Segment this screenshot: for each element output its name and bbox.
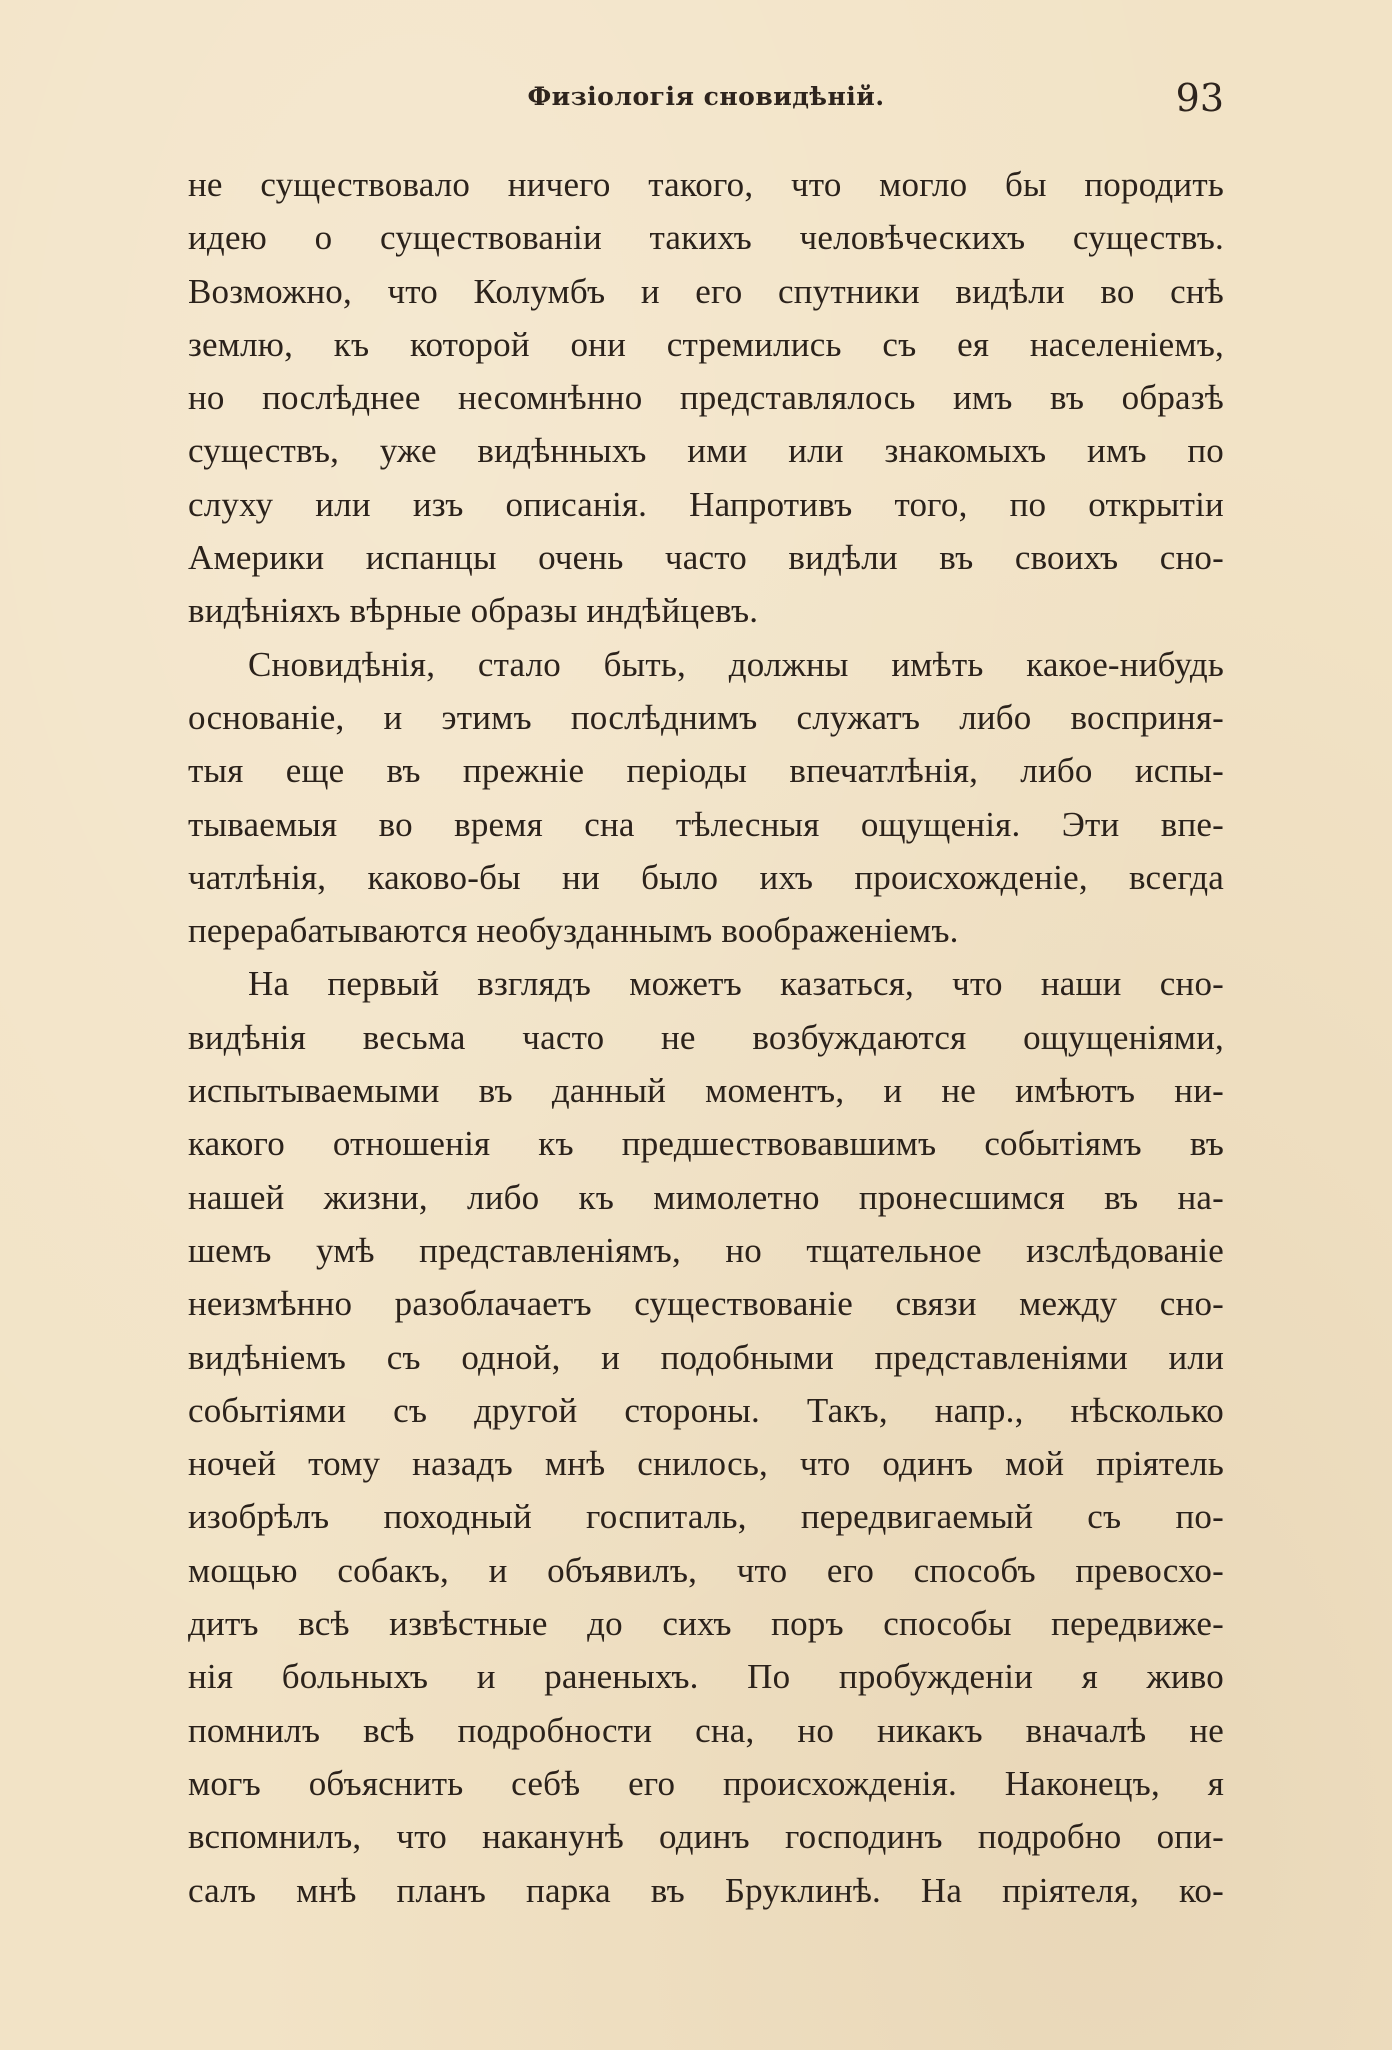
text-line: Америки испанцы очень часто видѣли въ своихъ сно-	[188, 538, 1224, 578]
text-line: испытываемыми въ данный моментъ, и не имѣютъ ни-	[188, 1071, 1224, 1111]
text-line: перерабатываются необузданнымъ воображеніемъ.	[188, 911, 959, 951]
text-line: существъ, уже видѣнныхъ ими или знакомыхъ имъ по	[188, 431, 1224, 471]
text-line: вспомнилъ, что наканунѣ одинъ господинъ подробно опи-	[188, 1817, 1224, 1857]
text-line: мощью собакъ, и объявилъ, что его способъ превосхо-	[188, 1550, 1224, 1590]
text-line: нія больныхъ и раненыхъ. По пробужденіи я живо	[188, 1657, 1224, 1697]
text-line: неизмѣнно разоблачаетъ существованіе связи между сно-	[188, 1284, 1224, 1324]
text-line: идею о существованіи такихъ человѣческихъ существъ.	[188, 218, 1224, 258]
text-line: видѣніемъ съ одной, и подобными представленіями или	[188, 1337, 1224, 1377]
text-line: нашей жизни, либо къ мимолетно пронесшимся въ на-	[188, 1177, 1224, 1217]
running-head	[188, 76, 1224, 126]
text-line: Возможно, что Колумбъ и его спутники видѣли во снѣ	[188, 271, 1224, 311]
running-title: Физіологія сновидѣній.	[527, 82, 885, 111]
text-line: помнилъ всѣ подробности сна, но никакъ вначалѣ не	[188, 1710, 1224, 1750]
text-line: На первый взглядъ можетъ казаться, что наши сно-	[248, 964, 1224, 1004]
text-line: но послѣднее несомнѣнно представлялось имъ въ образѣ	[188, 378, 1224, 418]
text-line: слуху или изъ описанія. Напротивъ того, по открытіи	[188, 484, 1224, 524]
text-line: Сновидѣнія, стало быть, должны имѣть какое-нибудь	[248, 644, 1224, 684]
text-line: видѣнія весьма часто не возбуждаются ощущеніями,	[188, 1017, 1224, 1057]
text-line: ночей тому назадъ мнѣ снилось, что одинъ мой пріятель	[188, 1444, 1224, 1484]
text-line: не существовало ничего такого, что могло бы породить	[188, 165, 1224, 204]
text-line: шемъ умѣ представленіямъ, но тщательное изслѣдованіе	[188, 1230, 1224, 1270]
text-line: могъ объяснить себѣ его происхожденія. Наконецъ, я	[188, 1763, 1224, 1803]
text-line: событіями съ другой стороны. Такъ, напр., нѣсколько	[188, 1390, 1224, 1430]
text-line: чатлѣнія, каково-бы ни было ихъ происхожденіе, всегда	[188, 857, 1224, 897]
text-line: какого отношенія къ предшествовавшимъ событіямъ въ	[188, 1124, 1224, 1164]
body-text	[188, 158, 1224, 1917]
text-line: видѣніяхъ вѣрные образы индѣйцевъ.	[188, 591, 759, 631]
text-line: изобрѣлъ походный госпиталь, передвигаемый съ по-	[188, 1497, 1224, 1537]
text-line: тыя еще въ прежніе періоды впечатлѣнія, либо испы-	[188, 751, 1224, 791]
text-line: дитъ всѣ извѣстные до сихъ поръ способы передвиже-	[188, 1604, 1224, 1644]
text-line: основаніе, и этимъ послѣднимъ служатъ либо восприня-	[188, 697, 1224, 737]
text-line: тываемыя во время сна тѣлесныя ощущенія. Эти впе-	[188, 804, 1224, 844]
text-line: салъ мнѣ планъ парка въ Бруклинѣ. На пріятеля, ко-	[188, 1870, 1224, 1910]
page-number: 93	[1175, 76, 1224, 120]
text-line: землю, къ которой они стремились съ ея населеніемъ,	[188, 324, 1224, 364]
